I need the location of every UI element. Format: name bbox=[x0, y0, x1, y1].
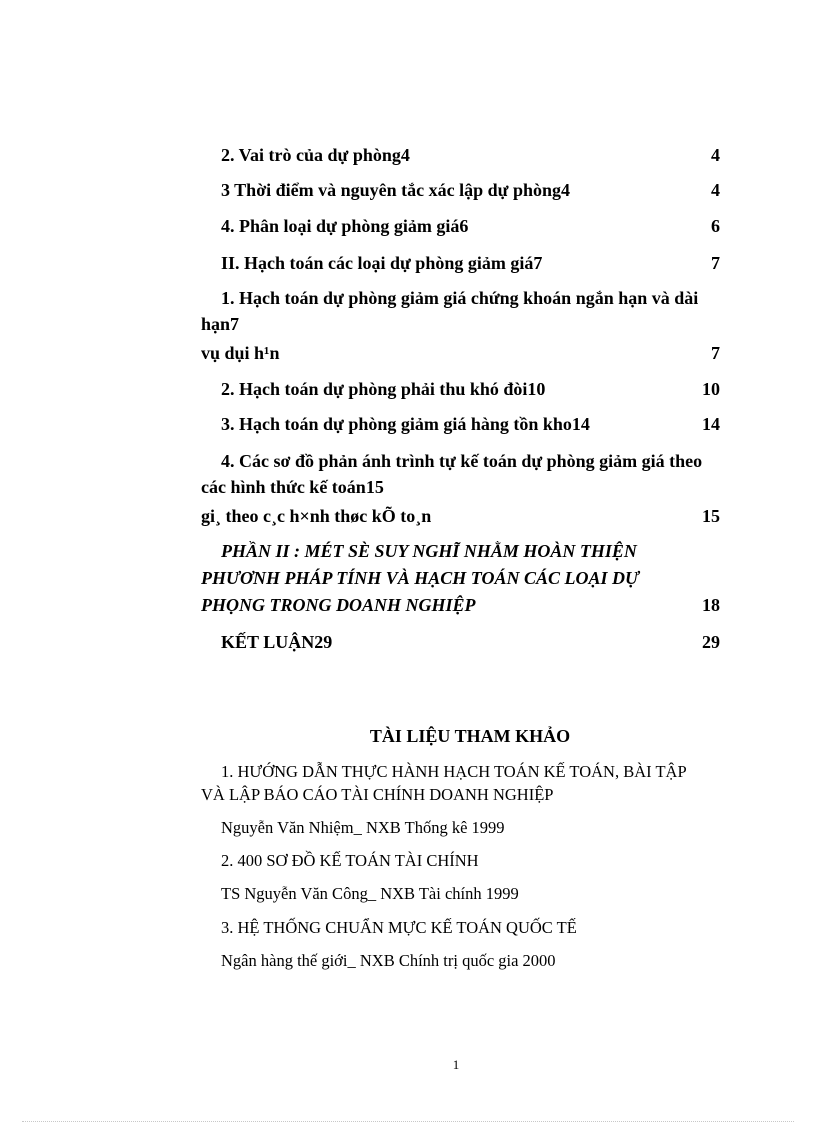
toc-entry-page: 4 bbox=[711, 145, 720, 165]
toc-entry-page: 14 bbox=[702, 414, 720, 434]
toc-entry-text: 2. Vai trò của dự phòng4 bbox=[221, 145, 410, 165]
toc-entry-text: 2. Hạch toán dự phòng phải thu khó đòi10 bbox=[221, 379, 546, 399]
toc-entry-page: 18 bbox=[702, 595, 720, 615]
reference-item: 1. HƯỚNG DẪN THỰC HÀNH HẠCH TOÁN KẾ TOÁN, BÀI TẬP bbox=[221, 762, 687, 781]
toc-entry-text: vụ dụi h¹n bbox=[201, 343, 280, 363]
toc-entry-page: 7 bbox=[711, 253, 720, 273]
reference-item: 3. HỆ THỐNG CHUẨN MỰC KẾ TOÁN QUỐC TẾ bbox=[221, 918, 577, 937]
toc-entry-text: các hình thức kế toán15 bbox=[201, 477, 384, 497]
reference-author: Nguyễn Văn Nhiệm_ NXB Thống kê 1999 bbox=[221, 818, 505, 837]
toc-entry-page: 4 bbox=[711, 180, 720, 200]
reference-item: 2. 400 SƠ ĐỒ KẾ TOÁN TÀI CHÍNH bbox=[221, 851, 479, 870]
toc-entry-page: 29 bbox=[702, 632, 720, 652]
toc-entry-text: gi¸ theo c¸c h×nh thøc kÕ to¸n bbox=[201, 506, 432, 526]
toc-entry-page: 7 bbox=[711, 343, 720, 363]
toc-entry-page: 15 bbox=[702, 506, 720, 526]
toc-entry-text: 1. Hạch toán dự phòng giảm giá chứng khoán ngắn hạn và dài bbox=[221, 288, 699, 308]
toc-entry-text: 4. Các sơ đồ phản ánh trình tự kế toán dự phòng giảm giá theo bbox=[221, 451, 703, 471]
reference-author: Ngân hàng thế giới_ NXB Chính trị quốc gia 2000 bbox=[221, 951, 556, 970]
reference-item: VÀ LẬP BÁO CÁO TÀI CHÍNH DOANH NGHIỆP bbox=[201, 785, 554, 804]
references-title: TÀI LIỆU THAM KHẢO bbox=[369, 726, 571, 746]
toc-part-heading: PHƯƠNH PHÁP TÍNH VÀ HẠCH TOÁN CÁC LOẠI DỰ bbox=[201, 568, 639, 588]
toc-entry-text: hạn7 bbox=[201, 314, 240, 334]
toc-entry-text: 3. Hạch toán dự phòng giảm giá hàng tồn kho14 bbox=[221, 414, 590, 434]
toc-entry-text: II. Hạch toán các loại dự phòng giảm giá7 bbox=[221, 253, 543, 273]
toc-entry-page: 6 bbox=[711, 216, 720, 236]
page-bottom-divider bbox=[22, 1121, 794, 1122]
toc-entry-text: KẾT LUẬN29 bbox=[221, 632, 333, 652]
toc-entry-text: 4. Phân loại dự phòng giảm giá6 bbox=[221, 216, 469, 236]
toc-part-heading: PHẦN II : MÉT SÈ SUY NGHĨ NHẰM HOÀN THIỆN bbox=[221, 541, 637, 561]
toc-entry-page: 10 bbox=[702, 379, 720, 399]
toc-part-heading: PHỌNG TRONG DOANH NGHIỆP bbox=[201, 595, 476, 615]
page-number: 1 bbox=[452, 1057, 460, 1072]
toc-entry-text: 3 Thời điểm và nguyên tắc xác lập dự phòng4 bbox=[221, 180, 571, 200]
reference-author: TS Nguyễn Văn Công_ NXB Tài chính 1999 bbox=[221, 884, 519, 903]
